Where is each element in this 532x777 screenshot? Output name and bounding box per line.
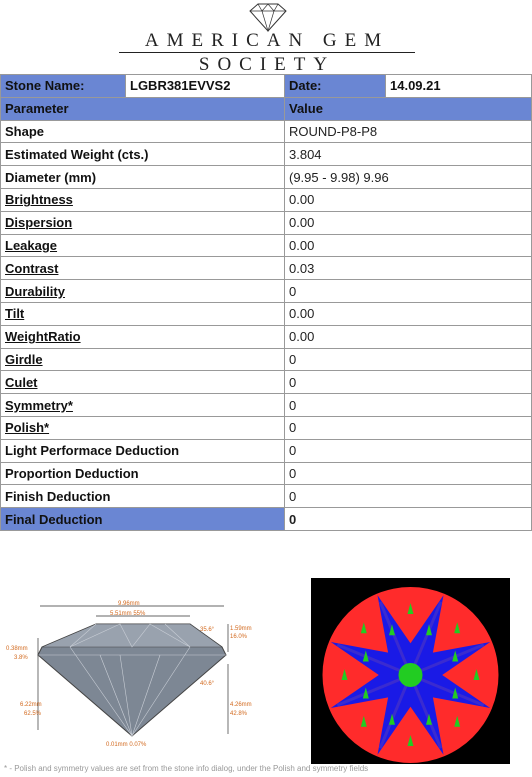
date-value: 14.09.21: [386, 75, 532, 98]
param-label: Girdle: [1, 348, 285, 371]
total-pct-label: 62.5%: [24, 711, 42, 717]
diamond-profile-diagram: [0, 592, 252, 752]
table-row: [1, 485, 532, 508]
table-row: [1, 394, 532, 417]
param-label: Culet: [1, 371, 285, 394]
param-value: ROUND-P8-P8: [285, 120, 532, 143]
param-value: 0.03: [285, 257, 532, 280]
table-row: [1, 325, 532, 348]
param-value: 3.804: [285, 143, 532, 166]
parameter-header: Parameter: [1, 97, 285, 120]
param-label: Diameter (mm): [1, 166, 285, 189]
param-label: Polish*: [1, 416, 285, 439]
table-row: [1, 462, 532, 485]
param-label: Durability: [1, 280, 285, 303]
girdle-pct-label: 3.8%: [14, 655, 28, 661]
girdle-label: 0.38mm: [6, 646, 28, 652]
param-label: Symmetry*: [1, 394, 285, 417]
table-row: [1, 439, 532, 462]
param-value: 0: [285, 462, 532, 485]
logo-line1: AMERICAN GEM: [144, 30, 390, 51]
param-label: Tilt: [1, 302, 285, 325]
table-row: [1, 302, 532, 325]
table-row: [1, 120, 532, 143]
param-label: Leakage: [1, 234, 285, 257]
crown-height-label: 1.59mm: [230, 626, 252, 632]
table-label: 5.51mm 55%: [110, 611, 146, 617]
param-value: 0: [285, 416, 532, 439]
date-label: Date:: [285, 75, 386, 98]
stone-name-label: Stone Name:: [1, 75, 126, 98]
total-depth-label: 6.22mm: [20, 702, 42, 708]
hearts-arrows-svg: [311, 578, 510, 764]
param-value: 0: [285, 348, 532, 371]
param-label: WeightRatio: [1, 325, 285, 348]
table-row: [1, 280, 532, 303]
param-value: 0.00: [285, 302, 532, 325]
pavilion-angle-label: 40.6°: [200, 681, 215, 687]
param-value: 0.00: [285, 188, 532, 211]
logo-line2: SOCIETY: [198, 54, 336, 75]
table-row: [1, 211, 532, 234]
param-value: (9.95 - 9.98) 9.96: [285, 166, 532, 189]
ha-table-center: [399, 663, 423, 687]
footnote: * - Polish and symmetry values are set from the stone info dialog, under the Polish and symmetry fields: [4, 764, 369, 773]
param-value: 0: [285, 508, 532, 531]
param-value: 0: [285, 439, 532, 462]
param-label: Proportion Deduction: [1, 462, 285, 485]
culet-label: 0.01mm 0.07%: [106, 742, 147, 748]
param-label: Shape: [1, 120, 285, 143]
table-row: [1, 257, 532, 280]
ags-logo: [117, 0, 417, 74]
param-label: Light Performace Deduction: [1, 439, 285, 462]
table-row: [1, 234, 532, 257]
diamond-logo-icon: [244, 2, 292, 32]
table-row: [1, 143, 532, 166]
crown-angle-label: 35.6°: [200, 627, 215, 633]
pav-pct-label: 42.8%: [230, 711, 248, 717]
table-row: [1, 508, 532, 531]
param-value: 0: [285, 394, 532, 417]
table-row: [1, 416, 532, 439]
diameter-label: 9.96mm: [118, 601, 140, 607]
param-value: 0: [285, 485, 532, 508]
table-row: [1, 371, 532, 394]
logo-rule: [119, 52, 415, 53]
param-value: 0.00: [285, 211, 532, 234]
pav-depth-label: 4.26mm: [230, 702, 252, 708]
hearts-arrows-image: [311, 578, 510, 764]
stone-header-row: [1, 75, 532, 98]
param-label: Dispersion: [1, 211, 285, 234]
param-value: 0: [285, 280, 532, 303]
param-value: 0: [285, 371, 532, 394]
param-label: Contrast: [1, 257, 285, 280]
param-label: Finish Deduction: [1, 485, 285, 508]
table-row: [1, 166, 532, 189]
param-label: Final Deduction: [1, 508, 285, 531]
crown-pct-label: 16.0%: [230, 634, 248, 640]
param-value: 0.00: [285, 325, 532, 348]
table-row: [1, 188, 532, 211]
column-header-row: [1, 97, 532, 120]
param-label: Estimated Weight (cts.): [1, 143, 285, 166]
param-value: 0.00: [285, 234, 532, 257]
table-row: [1, 348, 532, 371]
stone-name-value: LGBR381EVVS2: [126, 75, 285, 98]
grading-table: [0, 74, 532, 531]
param-label: Brightness: [1, 188, 285, 211]
value-header: Value: [285, 97, 532, 120]
diamond-crown: [42, 624, 222, 647]
